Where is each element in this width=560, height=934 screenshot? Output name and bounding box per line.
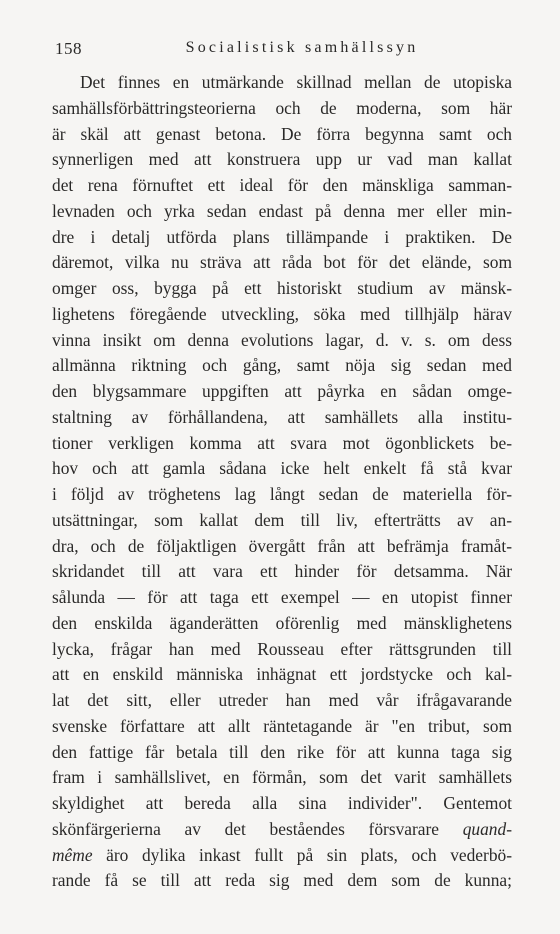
page-header xyxy=(52,39,512,63)
text-line: sålunda — för att taga ett exempel — en utopist finner xyxy=(52,587,512,607)
text-segment: skönfärgerierna av det beståendes försvarare xyxy=(52,818,463,839)
page-number: 158 xyxy=(55,39,82,58)
text-line: i följd av tröghetens lag långt sedan de materiella för- xyxy=(52,484,512,504)
text-line: vinna insikt om denna evolutions lagar, d. v. s. om dess xyxy=(52,329,512,350)
italic-word: même xyxy=(52,844,93,865)
text-line: lighetens föregående utveckling, söka med tillhjälp härav xyxy=(52,303,512,324)
text-line: dre i detalj utförda plans tillämpande i praktiken. De xyxy=(52,226,512,247)
text-line: allmänna riktning och gång, samt nöja sig sedan med xyxy=(52,355,512,376)
text-line-with-italic xyxy=(52,817,512,843)
text-line-with-italic xyxy=(52,843,512,869)
text-line: den enskilda äganderätten oförenlig med mänsklighetens xyxy=(52,612,512,633)
text-line: hov och att gamla sådana icke helt enkelt få stå kvar xyxy=(52,458,512,479)
text-line: synnerligen med att konstruera upp ur vad man kallat xyxy=(52,149,512,170)
running-head: Socialistisk samhällssyn xyxy=(185,39,419,56)
text-line: samhällsförbättringsteorierna och de moderna, som här xyxy=(52,97,512,118)
text-line: att en enskild människa inhägnat ett jordstycke och kal- xyxy=(52,664,512,685)
body-text xyxy=(52,70,512,894)
text-line: fram i samhällslivet, en förmån, som det varit samhällets xyxy=(52,767,512,788)
text-line: den blygsammare uppgiften att påyrka en sådan omge- xyxy=(52,381,512,401)
text-line: det rena förnuftet ett ideal för den mänskliga samman- xyxy=(52,175,512,195)
text-line: lat det sitt, eller utreder han med vår ifrågavarande xyxy=(52,690,512,710)
text-line: omger oss, bygga på ett historiskt studium av mänsk- xyxy=(52,278,512,298)
text-line: Det finnes en utmärkande skillnad mellan de utopiska xyxy=(80,72,512,92)
italic-word: quand- xyxy=(462,818,512,839)
text-line: är skäl att genast betona. De förra begynna samt och xyxy=(52,123,512,144)
text-line: svenske författare att allt räntetagande är "en tribut, som xyxy=(52,715,512,736)
text-line: däremot, vilka nu sträva att råda bot för det elände, som xyxy=(52,252,512,273)
text-segment: äro dylika inkast fullt på sin plats, och vederbö- xyxy=(92,844,512,865)
text-line: skridandet till att vara ett hinder för detsamma. När xyxy=(52,561,512,582)
text-line: lycka, frågar han med Rousseau efter rättsgrunden till xyxy=(52,638,512,659)
text-line: rande få se till att reda sig med dem som de kunna; xyxy=(52,870,512,891)
text-line: utsättningar, som kallat dem till liv, efterträtts av an- xyxy=(52,509,512,530)
text-line: den fattige får betala till den rike för att kunna taga sig xyxy=(52,741,512,762)
text-line: skyldighet att bereda alla sina individer". Gentemot xyxy=(52,793,512,813)
text-line: tioner verkligen komma att svara mot ögonblickets be- xyxy=(52,432,512,453)
text-line: levnaden och yrka sedan endast på denna mer eller min- xyxy=(52,200,512,221)
text-line: staltning av förhållandena, att samhällets alla institu- xyxy=(52,406,512,427)
text-line: dra, och de följaktligen övergått från att befrämja framåt- xyxy=(52,535,512,556)
